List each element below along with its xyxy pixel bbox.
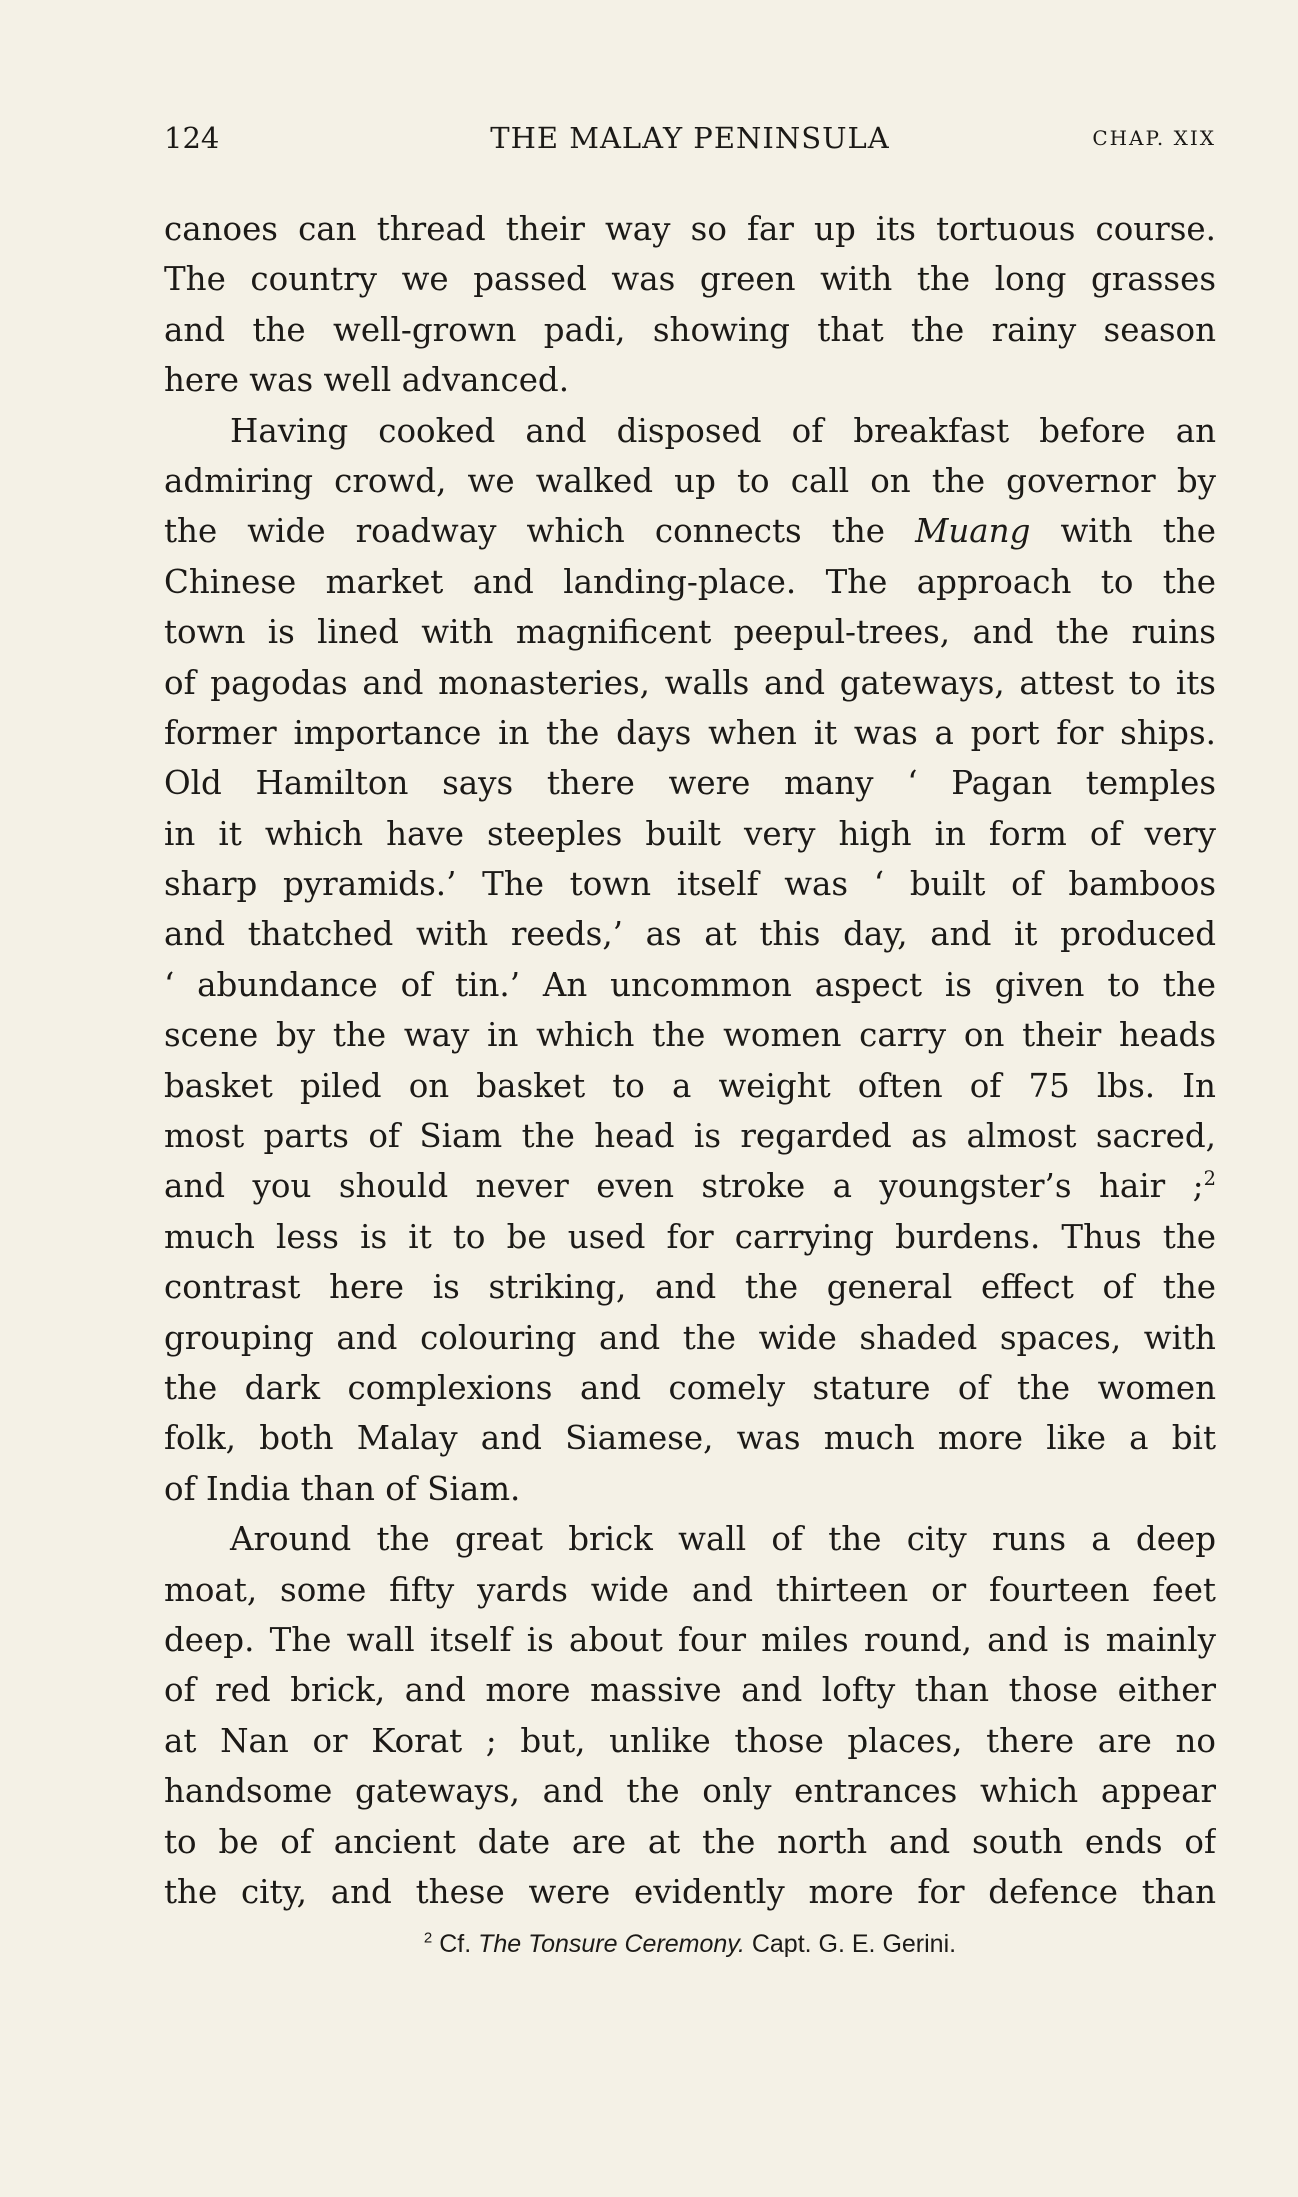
text-segment: with the: [1060, 512, 1216, 551]
text-line: and the well-grown padi, showing that the rainy season: [164, 310, 1216, 349]
text-line: the dark complexions and comely stature of the women: [164, 1368, 1216, 1407]
text-line-with-footnote-ref: [164, 1161, 1216, 1211]
text-line: handsome gateways, and the only entrances which appear: [164, 1772, 1216, 1811]
text-line: moat, some fifty yards wide and thirteen or fourteen feet: [164, 1570, 1216, 1609]
text-line: here was well advanced.: [164, 361, 570, 400]
text-line: to be of ancient date are at the north and south ends of: [164, 1822, 1216, 1861]
footnote-prefix: Cf.: [439, 1930, 472, 1958]
body-text: [164, 204, 1216, 1917]
text-line: in it which have steeples built very high in form of very: [164, 814, 1216, 853]
chapter-label: CHAP. XIX: [1092, 126, 1216, 150]
text-line: Having cooked and disposed of breakfast before an: [230, 411, 1216, 450]
footnote-title: The Tonsure Ceremony.: [478, 1930, 745, 1958]
text-segment: and you should never even stroke a youngster’s hair ;: [164, 1167, 1204, 1206]
text-line: Old Hamilton says there were many ‘ Pagan temples: [164, 764, 1216, 803]
text-line: the city, and these were evidently more for defence than: [164, 1872, 1216, 1911]
running-title: THE MALAY PENINSULA: [490, 121, 890, 155]
footnote-marker: 2: [423, 1929, 433, 1947]
text-line: most parts of Siam the head is regarded as almost sacred,: [164, 1117, 1216, 1156]
text-line-with-italic: [164, 506, 1216, 556]
text-line: deep. The wall itself is about four miles round, and is mainly: [164, 1620, 1216, 1659]
text-line: contrast here is striking, and the general effect of the: [164, 1268, 1216, 1307]
footnote-reference[interactable]: 2: [1203, 1167, 1216, 1191]
text-line: at Nan or Korat ; but, unlike those places, there are no: [164, 1721, 1216, 1760]
running-head: [164, 118, 1216, 158]
text-line: sharp pyramids.’ The town itself was ‘ built of bamboos: [164, 865, 1216, 904]
text-segment: the wide roadway which connects the: [164, 512, 885, 551]
text-line: basket piled on basket to a weight often of 75 lbs. In: [164, 1066, 1216, 1105]
text-line: of red brick, and more massive and lofty than those either: [164, 1671, 1216, 1710]
text-line: folk, both Malay and Siamese, was much more like a bit: [164, 1419, 1216, 1458]
text-line: ‘ abundance of tin.’ An uncommon aspect is given to the: [164, 965, 1216, 1004]
footnote-author: Capt. G. E. Gerini.: [751, 1930, 957, 1958]
text-line: town is lined with magnificent peepul-trees, and the ruins: [164, 613, 1216, 652]
text-line: canoes can thread their way so far up its tortuous course.: [164, 210, 1216, 248]
page-number: 124: [164, 121, 220, 155]
text-line: Chinese market and landing-place. The approach to the: [164, 562, 1216, 601]
italic-word: Muang: [915, 512, 1031, 551]
text-line: former importance in the days when it was a port for ships.: [164, 713, 1216, 752]
text-line: of India than of Siam.: [164, 1469, 521, 1508]
footnote: [164, 1924, 1216, 1964]
text-line: The country we passed was green with the long grasses: [164, 260, 1216, 299]
text-line: grouping and colouring and the wide shaded spaces, with: [164, 1318, 1216, 1357]
text-line: and thatched with reeds,’ as at this day, and it produced: [164, 915, 1216, 954]
text-line: scene by the way in which the women carry on their heads: [164, 1016, 1216, 1055]
text-line: much less is it to be used for carrying burdens. Thus the: [164, 1217, 1216, 1256]
text-line: admiring crowd, we walked up to call on the governor by: [164, 461, 1216, 500]
text-line: of pagodas and monasteries, walls and gateways, attest to its: [164, 663, 1216, 702]
text-line: Around the great brick wall of the city runs a deep: [230, 1520, 1216, 1559]
